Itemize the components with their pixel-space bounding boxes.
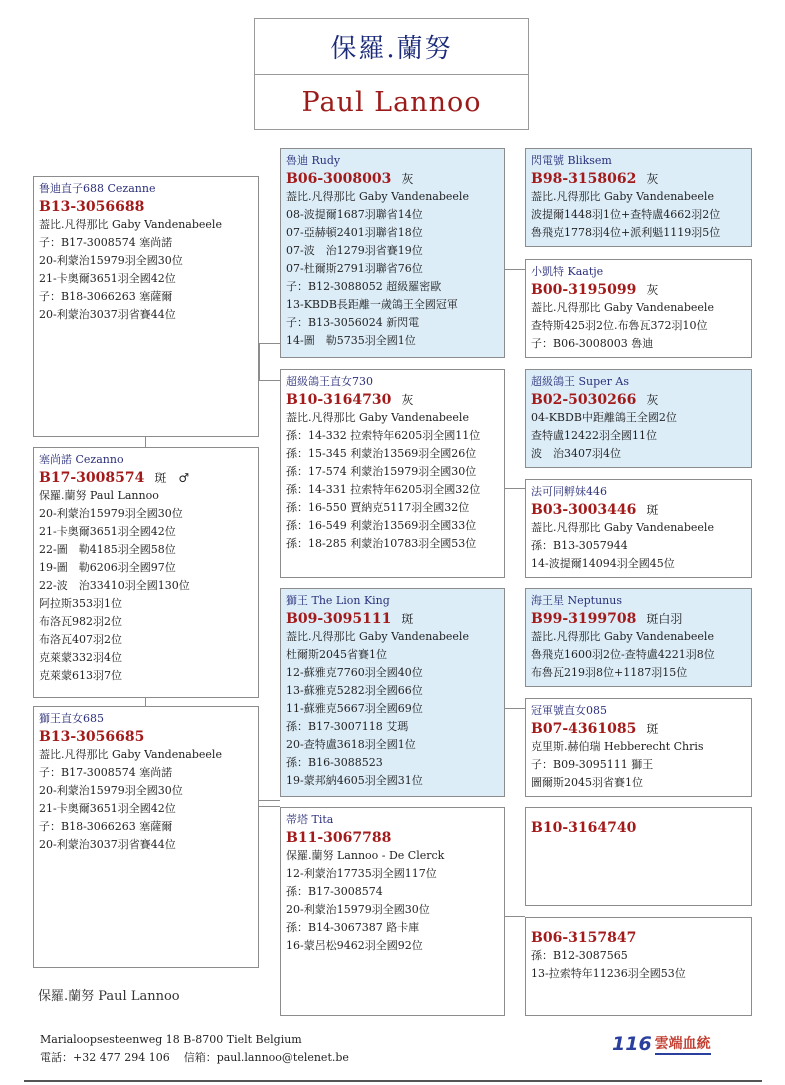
ring-number: B98-3158062 灰 <box>531 171 659 187</box>
pedigree-title-box <box>254 18 529 130</box>
pedigree-line: 14-波提爾14094羽全國45位 <box>531 557 675 570</box>
connector-line <box>259 380 280 381</box>
pigeon-name: 塞尚諾 Cezanno <box>39 453 124 466</box>
ring-number: B02-5030266 灰 <box>531 392 659 408</box>
pedigree-line: 21-卡奥爾3651羽全國42位 <box>39 802 176 815</box>
logo-number: 116 <box>612 1033 652 1055</box>
great-grandparent-card <box>525 479 752 578</box>
pigeon-color: 灰 <box>646 172 659 186</box>
pedigree-line: 20-利蒙治3037羽省賽44位 <box>39 838 176 851</box>
owner-name-english: Paul Lannoo <box>301 87 482 118</box>
phone-label: 電話： <box>40 1051 73 1064</box>
pedigree-line: 魯飛克1778羽4位+派利魁1119羽5位 <box>531 226 721 239</box>
pedigree-sire-card <box>33 447 259 698</box>
pedigree-line: 13-拉索特年11236羽全國53位 <box>531 967 686 980</box>
pigeon-color: 灰 <box>646 393 659 407</box>
connector-line <box>259 806 280 807</box>
great-grandparent-card <box>525 259 752 358</box>
pedigree-line: 子：B17-3008574 塞尚諾 <box>39 766 173 779</box>
pedigree-line: 19-圖 勒6206羽全國97位 <box>39 561 176 574</box>
connector-line <box>259 343 280 344</box>
pedigree-line: 克萊蒙332羽4位 <box>39 651 122 664</box>
email-address: paul.lannoo@telenet.be <box>216 1051 349 1064</box>
pigeon-color: 斑 <box>646 722 659 736</box>
pigeon-color: 灰 <box>401 393 414 407</box>
pedigree-line: 阿拉斯353羽1位 <box>39 597 122 610</box>
pedigree-line: 克萊蒙613羽7位 <box>39 669 122 682</box>
pedigree-line: 子：B12-3088052 超級羅密歐 <box>286 280 442 293</box>
pedigree-line: 葢比.凡得那比 Gaby Vandenabeele <box>531 190 714 203</box>
pedigree-line: 孫：B12-3087565 <box>531 949 628 962</box>
pedigree-line: 子：B18-3066263 塞薩爾 <box>39 290 173 303</box>
pigeon-color: 斑 ♂ <box>154 471 190 485</box>
pedigree-line: 20-利蒙治15979羽全國30位 <box>39 254 183 267</box>
pedigree-line: 08-波提爾1687羽聯省14位 <box>286 208 423 221</box>
grandparent-card <box>280 369 505 578</box>
pedigree-line: 保羅.蘭努 Paul Lannoo <box>39 489 159 502</box>
pedigree-line: 魯飛克1600羽2位-查特盧4221羽8位 <box>531 648 715 661</box>
pigeon-color: 斑白羽 <box>646 612 683 626</box>
pedigree-line: 04-KBDB中距離鴿王全國2位 <box>531 411 677 424</box>
pedigree-line: 19-蒙邦納4605羽全國31位 <box>286 774 423 787</box>
pedigree-line: 21-卡奥爾3651羽全國42位 <box>39 525 176 538</box>
ring-number: B10-3164740 <box>531 820 637 836</box>
pedigree-line: 葢比.凡得那比 Gaby Vandenabeele <box>531 630 714 643</box>
pedigree-line: 孫：B13-3057944 <box>531 539 628 552</box>
pedigree-line: 圖爾斯2045羽省賽1位 <box>531 776 643 789</box>
grandparent-card <box>280 148 505 358</box>
pedigree-line: 子：B13-3056024 新閃電 <box>286 316 420 329</box>
great-grandparent-card <box>525 369 752 468</box>
connector-line <box>505 488 525 489</box>
pedigree-line: 16-蒙呂松9462羽全國92位 <box>286 939 423 952</box>
ring-number: B99-3199708 斑白羽 <box>531 611 683 627</box>
pigeon-name: 魯迪 Rudy <box>286 154 341 167</box>
connector-line <box>505 916 525 917</box>
ring-number: B00-3195099 灰 <box>531 282 659 298</box>
grandparent-card <box>280 588 505 797</box>
pedigree-line: 07-亞赫頓2401羽聯省18位 <box>286 226 423 239</box>
pigeon-name: 小凱特 Kaatje <box>531 265 604 278</box>
pedigree-line: 子：B18-3066263 塞薩爾 <box>39 820 173 833</box>
pedigree-dam-card <box>33 706 259 968</box>
pedigree-line: 孫：14-332 拉索特年6205羽全國11位 <box>286 429 481 442</box>
pedigree-line: 孫：B17-3007118 艾瑪 <box>286 720 409 733</box>
pigeon-name: 獅王 The Lion King <box>286 594 390 607</box>
grandparent-card <box>280 807 505 1016</box>
connector-line <box>145 437 146 447</box>
ring-number: B13-3056688 <box>39 199 145 215</box>
pedigree-line: 杜爾斯2045省賽1位 <box>286 648 387 661</box>
ring-number: B17-3008574 斑 ♂ <box>39 470 190 486</box>
pedigree-line: 12-利蒙治17735羽全國117位 <box>286 867 437 880</box>
pedigree-line: 葢比.凡得那比 Gaby Vandenabeele <box>286 411 469 424</box>
pigeon-name: 冠軍號直女085 <box>531 704 607 717</box>
pigeon-color: 灰 <box>401 172 414 186</box>
pedigree-line: 07-杜爾斯2791羽聯省76位 <box>286 262 423 275</box>
ring-number: B06-3157847 <box>531 930 637 946</box>
owner-signature: 保羅.蘭努 Paul Lannoo <box>38 989 180 1004</box>
pedigree-line: 葢比.凡得那比 Gaby Vandenabeele <box>531 521 714 534</box>
pedigree-line: 孫：14-331 拉索特年6205羽全國32位 <box>286 483 481 496</box>
pedigree-line: 子：B09-3095111 獅王 <box>531 758 654 771</box>
pedigree-line: 孫：B14-3067387 路卡庫 <box>286 921 420 934</box>
great-grandparent-card <box>525 698 752 797</box>
pedigree-line: 13-KBDB長距離一歲鴿王全國冠軍 <box>286 298 458 311</box>
great-grandparent-card <box>525 148 752 247</box>
pedigree-line: 孫：16-549 利蒙治13569羽全國33位 <box>286 519 477 532</box>
brand-logo <box>612 1030 724 1058</box>
pigeon-name: 蒂塔 Tita <box>286 813 334 826</box>
pedigree-line: 20-利蒙治3037羽省賽44位 <box>39 308 176 321</box>
connector-line <box>259 343 260 380</box>
great-grandparent-card <box>525 807 752 906</box>
pedigree-line: 孫：17-574 利蒙治15979羽全國30位 <box>286 465 477 478</box>
pedigree-line: 22-波 治33410羽全國130位 <box>39 579 190 592</box>
pigeon-name: 海王星 Neptunus <box>531 594 622 607</box>
ring-number: B09-3095111 斑 <box>286 611 414 627</box>
connector-line <box>259 800 280 801</box>
email-label: 信箱： <box>183 1051 217 1064</box>
pigeon-color: 斑 <box>646 503 659 517</box>
pedigree-line: 波 治3407羽4位 <box>531 447 621 460</box>
contact-block <box>40 1031 349 1067</box>
ring-number: B11-3067788 <box>286 830 392 846</box>
pedigree-line: 子：B06-3008003 魯迪 <box>531 337 654 350</box>
pedigree-line: 孫：15-345 利蒙治13569羽全國26位 <box>286 447 477 460</box>
pedigree-line: 葢比.凡得那比 Gaby Vandenabeele <box>531 301 714 314</box>
pigeon-name: 超級鴿王 Super As <box>531 375 630 388</box>
pedigree-line: 13-蘇雅克5282羽全國66位 <box>286 684 423 697</box>
logo-text: 雲端血統 <box>655 1033 711 1055</box>
ring-number: B06-3008003 灰 <box>286 171 414 187</box>
contact-line <box>40 1049 349 1067</box>
pedigree-line: 12-蘇雅克7760羽全國40位 <box>286 666 423 679</box>
pigeon-name: 法可同孵妹446 <box>531 485 607 498</box>
pedigree-line: 20-利蒙治15979羽全國30位 <box>286 903 430 916</box>
pedigree-line: 22-圖 勒4185羽全國58位 <box>39 543 176 556</box>
pedigree-line: 14-圖 勒5735羽全國1位 <box>286 334 416 347</box>
pedigree-line: 葢比.凡得那比 Gaby Vandenabeele <box>286 190 469 203</box>
pigeon-color: 斑 <box>401 612 414 626</box>
ring-number: B03-3003446 斑 <box>531 502 659 518</box>
pedigree-line: 20-利蒙治15979羽全國30位 <box>39 784 183 797</box>
pedigree-line: 布魯瓦219羽8位+1187羽15位 <box>531 666 688 679</box>
phone-number: +32 477 294 106 <box>73 1051 170 1064</box>
pedigree-line: 克里斯.赫伯瑞 Hebberecht Chris <box>531 740 704 753</box>
pedigree-line: 葢比.凡得那比 Gaby Vandenabeele <box>39 218 222 231</box>
pigeon-name: 超級鴿王直女730 <box>286 375 373 388</box>
pigeon-name: 閃電號 Bliksem <box>531 154 612 167</box>
ring-number: B13-3056685 <box>39 729 145 745</box>
pedigree-line: 波提爾1448羽1位+查特盧4662羽2位 <box>531 208 721 221</box>
pedigree-line: 子：B17-3008574 塞尚諾 <box>39 236 173 249</box>
pedigree-line: 20-利蒙治15979羽全國30位 <box>39 507 183 520</box>
pedigree-line: 07-波 治1279羽省賽19位 <box>286 244 423 257</box>
pigeon-name: 獅王直女685 <box>39 712 104 725</box>
owner-name-chinese: 保羅.蘭努 <box>255 19 528 75</box>
pedigree-line: 孫：18-285 利蒙治10783羽全國53位 <box>286 537 477 550</box>
pedigree-line: 布洛瓦407羽2位 <box>39 633 122 646</box>
pedigree-line: 孫：B16-3088523 <box>286 756 383 769</box>
pedigree-line: 葢比.凡得那比 Gaby Vandenabeele <box>286 630 469 643</box>
pedigree-line: 11-蘇雅克5667羽全國69位 <box>286 702 423 715</box>
pedigree-line: 孫：16-550 賈納克5117羽全國32位 <box>286 501 470 514</box>
address: Marialoopsesteenweg 18 B-8700 Tielt Belgium <box>40 1033 302 1046</box>
pedigree-line: 布洛瓦982羽2位 <box>39 615 122 628</box>
pedigree-line: 保羅.蘭努 Lannoo - De Clerck <box>286 849 445 862</box>
ring-number: B10-3164730 灰 <box>286 392 414 408</box>
pedigree-line: 20-查特盧3618羽全國1位 <box>286 738 416 751</box>
great-grandparent-card <box>525 588 752 687</box>
pedigree-line: 21-卡奥爾3651羽全國42位 <box>39 272 176 285</box>
pigeon-name: 鲁迪直子688 Cezanne <box>39 182 156 195</box>
pedigree-line: 孫：B17-3008574 <box>286 885 383 898</box>
connector-line <box>505 269 525 270</box>
pedigree-line: 葢比.凡得那比 Gaby Vandenabeele <box>39 748 222 761</box>
pigeon-color: 灰 <box>646 283 659 297</box>
connector-line <box>145 698 146 706</box>
footer-divider <box>24 1080 762 1082</box>
connector-line <box>505 708 525 709</box>
great-grandparent-card <box>525 917 752 1016</box>
pedigree-line: 查特斯425羽2位.布魯瓦372羽10位 <box>531 319 708 332</box>
pedigree-subject-card <box>33 176 259 437</box>
pedigree-line: 查特盧12422羽全國11位 <box>531 429 657 442</box>
ring-number: B07-4361085 斑 <box>531 721 659 737</box>
